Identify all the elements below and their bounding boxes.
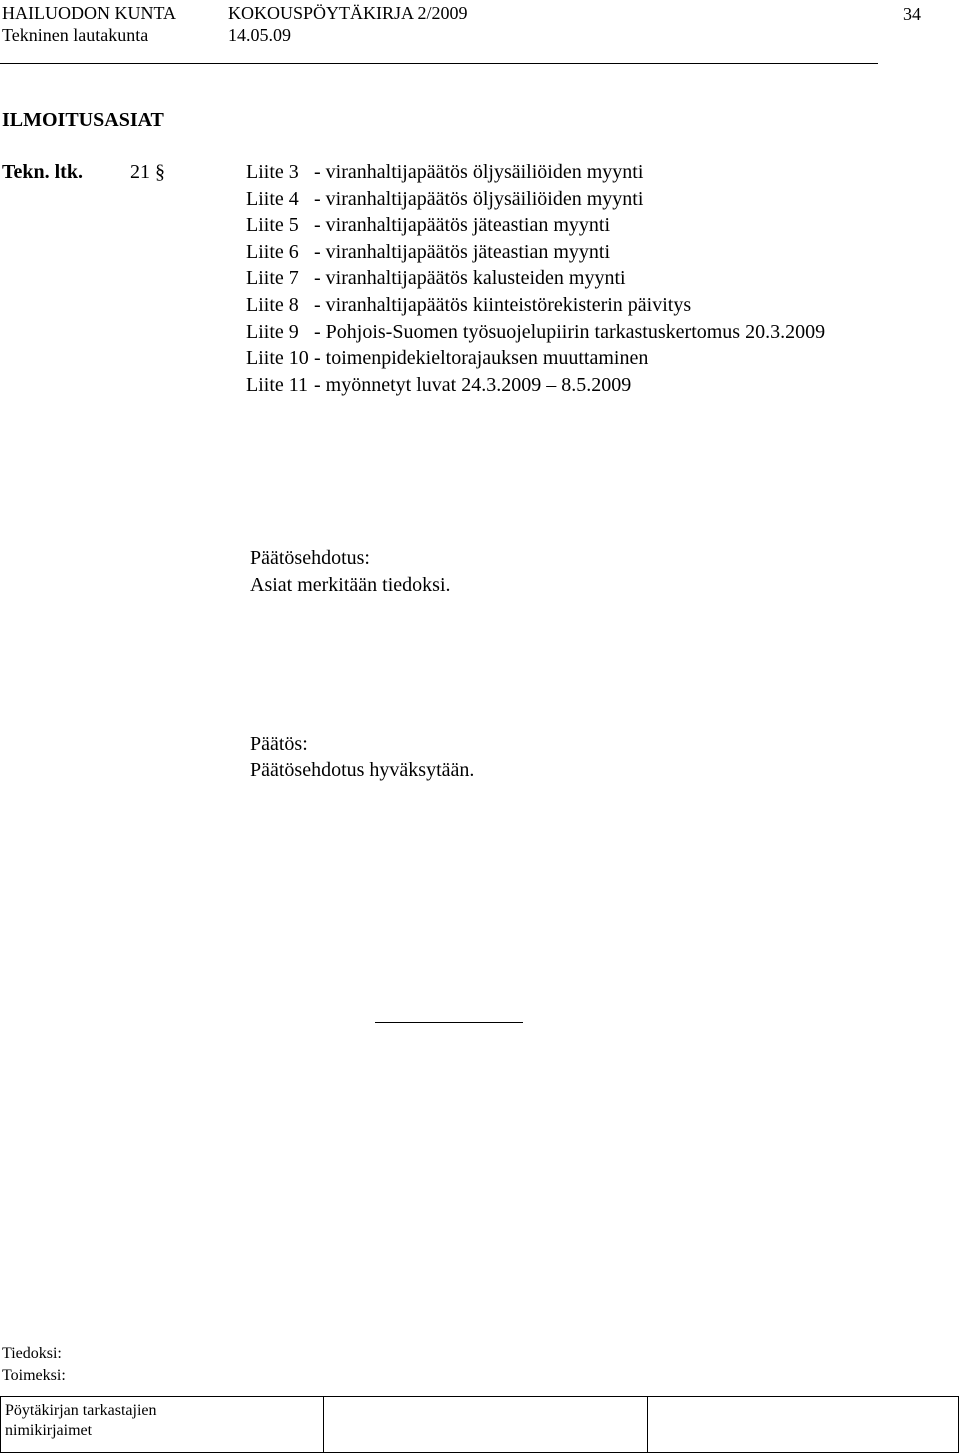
proposal-text: Asiat merkitään tiedoksi.	[250, 574, 451, 596]
attachment-text: - Pohjois-Suomen työsuojelupiirin tarkastuskertomus 20.3.2009	[314, 321, 826, 343]
organization-name: HAILUODON KUNTA	[2, 3, 177, 23]
attachment-label: Liite 6	[246, 241, 299, 263]
signature-cell	[324, 1397, 648, 1453]
attachment-text: - viranhaltijapäätös kalusteiden myynti	[314, 267, 626, 289]
signature-cell	[648, 1397, 959, 1453]
paragraph-symbol: §	[155, 161, 165, 183]
attachment-label: Liite 11	[246, 374, 309, 396]
attachment-text: - viranhaltijapäätös öljysäiliöiden myynti	[314, 161, 644, 183]
attachment-text: - viranhaltijapäätös öljysäiliöiden myynti	[314, 188, 644, 210]
tiedoksi-label: Tiedoksi:	[2, 1345, 62, 1362]
attachment-label: Liite 9	[246, 321, 299, 343]
signature-label-line1: Pöytäkirjan tarkastajien	[5, 1402, 157, 1419]
committee-name: Tekninen lautakunta	[2, 25, 149, 45]
attachment-text: - viranhaltijapäätös kiinteistörekisterin päivitys	[314, 294, 692, 316]
attachment-label: Liite 8	[246, 294, 299, 316]
attachment-text: - toimenpidekieltorajauksen muuttaminen	[314, 347, 649, 369]
attachment-label: Liite 10	[246, 347, 309, 369]
attachment-label: Liite 3	[246, 161, 299, 183]
signature-label-line2: nimikirjaimet	[5, 1422, 93, 1439]
attachment-text: - myönnetyt luvat 24.3.2009 – 8.5.2009	[314, 374, 632, 396]
meeting-date: 14.05.09	[228, 25, 291, 45]
section-number	[130, 159, 165, 185]
section-ref: Tekn. ltk.	[2, 161, 83, 183]
section-number-value: 21	[130, 161, 150, 183]
section-title: ILMOITUSASIAT	[2, 109, 164, 131]
page-number: 34	[903, 4, 921, 24]
document-title: KOKOUSPÖYTÄKIRJA 2/2009	[228, 3, 468, 23]
attachment-text: - viranhaltijapäätös jäteastian myynti	[314, 241, 611, 263]
toimeksi-label: Toimeksi:	[2, 1367, 66, 1384]
signature-label-cell	[1, 1397, 324, 1453]
attachment-label: Liite 7	[246, 267, 299, 289]
header-rule	[0, 63, 878, 64]
attachment-label: Liite 5	[246, 214, 299, 236]
decision-text: Päätösehdotus hyväksytään.	[250, 759, 475, 781]
closing-rule	[375, 1022, 523, 1023]
proposal-heading: Päätösehdotus:	[250, 547, 370, 569]
decision-heading: Päätös:	[250, 733, 308, 755]
attachment-label: Liite 4	[246, 188, 299, 210]
signature-table	[0, 1396, 959, 1453]
attachment-text: - viranhaltijapäätös jäteastian myynti	[314, 214, 611, 236]
